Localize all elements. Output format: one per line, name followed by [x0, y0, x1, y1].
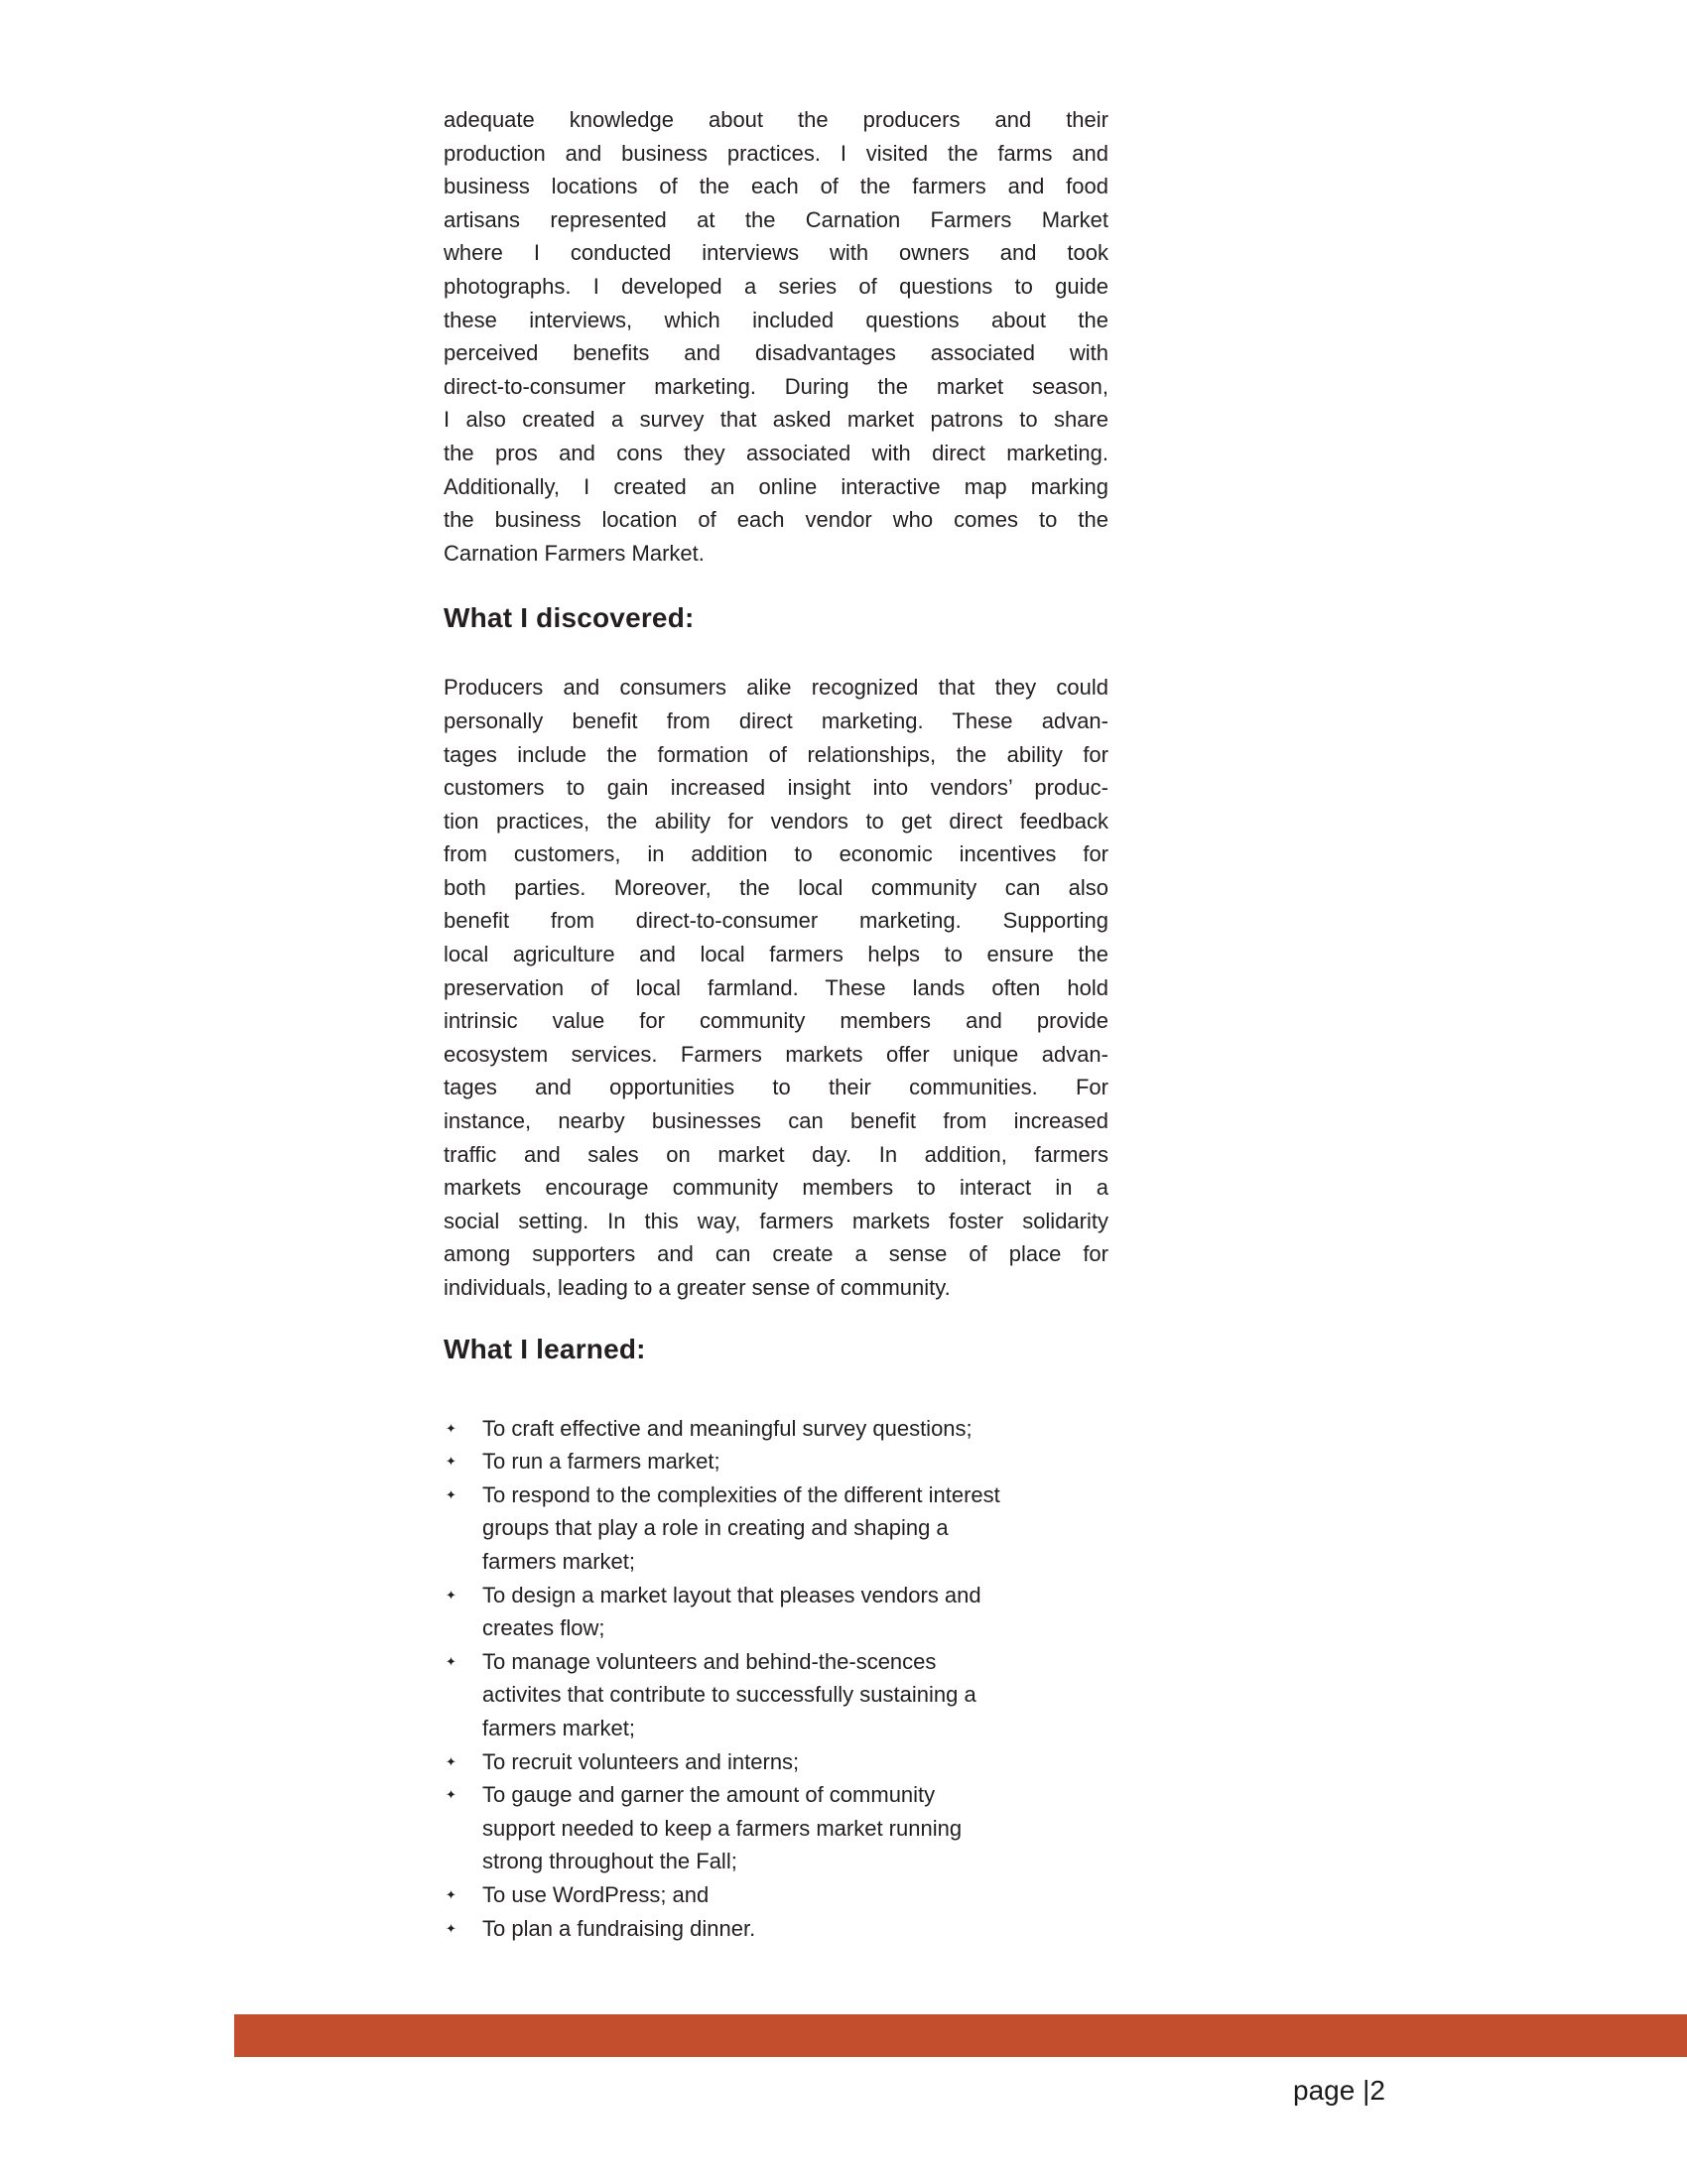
learned-list	[444, 1412, 1108, 1946]
text-line: social setting. In this way, farmers markets foster solidarity	[444, 1208, 1108, 1233]
text-line: where I conducted interviews with owners and took	[444, 240, 1108, 266]
text-line: among supporters and can create a sense of place for	[444, 1241, 1108, 1267]
text-line: personally benefit from direct marketing. These advan-	[444, 707, 1108, 733]
text-line: traffic and sales on market day. In addition, farmers	[444, 1141, 1108, 1167]
text-line: the business location of each vendor who comes to the	[444, 507, 1108, 533]
page-number: page |2	[1293, 2075, 1385, 2106]
bullet-icon: ✦	[446, 1486, 456, 1502]
text-line: customers to gain increased insight into vendors’ produc-	[444, 775, 1108, 801]
text-line: local agriculture and local farmers helps to ensure the	[444, 942, 1108, 967]
list-item	[444, 1878, 1108, 1912]
bullet-icon: ✦	[446, 1420, 456, 1436]
text-line: tion practices, the ability for vendors to get direct feedback	[444, 808, 1108, 834]
text-line: these interviews, which included questions about the	[444, 307, 1108, 332]
text-line: tages include the formation of relationships, the ability for	[444, 741, 1108, 767]
list-item	[444, 1445, 1108, 1478]
text-line: from customers, in addition to economic incentives for	[444, 841, 1108, 867]
list-item	[444, 1745, 1108, 1779]
text-line: the pros and cons they associated with direct marketing.	[444, 440, 1108, 465]
discovered-paragraph	[444, 671, 1108, 1304]
bullet-icon: ✦	[446, 1587, 456, 1603]
text-line: markets encourage community members to interact in a	[444, 1175, 1108, 1201]
text-line: both parties. Moreover, the local community can also	[444, 874, 1108, 900]
text-line: tages and opportunities to their communities. For	[444, 1075, 1108, 1100]
list-item-text: To design a market layout that pleases vendors and creates flow;	[482, 1582, 981, 1641]
bullet-icon: ✦	[446, 1753, 456, 1769]
text-line: production and business practices. I visited the farms and	[444, 140, 1108, 166]
text-column	[444, 103, 1108, 1945]
text-line: business locations of the each of the farmers and food	[444, 174, 1108, 199]
list-item-text: To respond to the complexities of the different interest groups that play a role in creating and shaping a farmers market;	[482, 1481, 1000, 1574]
text-line: Producers and consumers alike recognized that they could	[444, 675, 1108, 701]
bullet-icon: ✦	[446, 1653, 456, 1669]
list-item	[444, 1579, 1108, 1645]
list-item-text: To use WordPress; and	[482, 1881, 710, 1907]
bullet-icon: ✦	[446, 1787, 456, 1803]
list-item-text: To manage volunteers and behind-the-scences activites that contribute to successfully sustaining a farmers market;	[482, 1648, 976, 1740]
list-item	[444, 1912, 1108, 1946]
list-item-text: To plan a fundraising dinner.	[482, 1915, 756, 1941]
text-line: I also created a survey that asked market patrons to share	[444, 407, 1108, 433]
list-item	[444, 1412, 1108, 1446]
section-heading-discovered: What I discovered:	[444, 602, 695, 634]
text-line: Carnation Farmers Market.	[444, 540, 705, 566]
bullet-icon: ✦	[446, 1886, 456, 1902]
text-line: adequate knowledge about the producers and their	[444, 107, 1108, 132]
text-line: preservation of local farmland. These lands often hold	[444, 974, 1108, 1000]
list-item-text: To craft effective and meaningful survey questions;	[482, 1415, 973, 1441]
text-line: artisans represented at the Carnation Farmers Market	[444, 206, 1108, 232]
text-line: ecosystem services. Farmers markets offer unique advan-	[444, 1041, 1108, 1067]
section-heading-learned: What I learned:	[444, 1333, 646, 1364]
list-item	[444, 1778, 1108, 1878]
list-item-text: To run a farmers market;	[482, 1449, 720, 1475]
footer-accent-bar	[234, 2014, 1687, 2057]
bullet-icon: ✦	[446, 1920, 456, 1936]
list-item-text: To recruit volunteers and interns;	[482, 1748, 800, 1774]
list-item	[444, 1478, 1108, 1579]
text-line: intrinsic value for community members and provide	[444, 1008, 1108, 1034]
text-line: Additionally, I created an online interactive map marking	[444, 473, 1108, 499]
list-item	[444, 1645, 1108, 1745]
list-item-text: To gauge and garner the amount of community support needed to keep a farmers market running strong throughout the Fall;	[482, 1782, 963, 1874]
text-line: perceived benefits and disadvantages associated with	[444, 340, 1108, 366]
text-line: photographs. I developed a series of questions to guide	[444, 273, 1108, 299]
text-line: instance, nearby businesses can benefit from increased	[444, 1108, 1108, 1134]
text-line: direct-to-consumer marketing. During the market season,	[444, 373, 1108, 399]
text-line: individuals, leading to a greater sense of community.	[444, 1275, 951, 1300]
text-line: benefit from direct-to-consumer marketing. Supporting	[444, 908, 1108, 934]
intro-paragraph	[444, 103, 1108, 570]
bullet-icon: ✦	[446, 1454, 456, 1470]
